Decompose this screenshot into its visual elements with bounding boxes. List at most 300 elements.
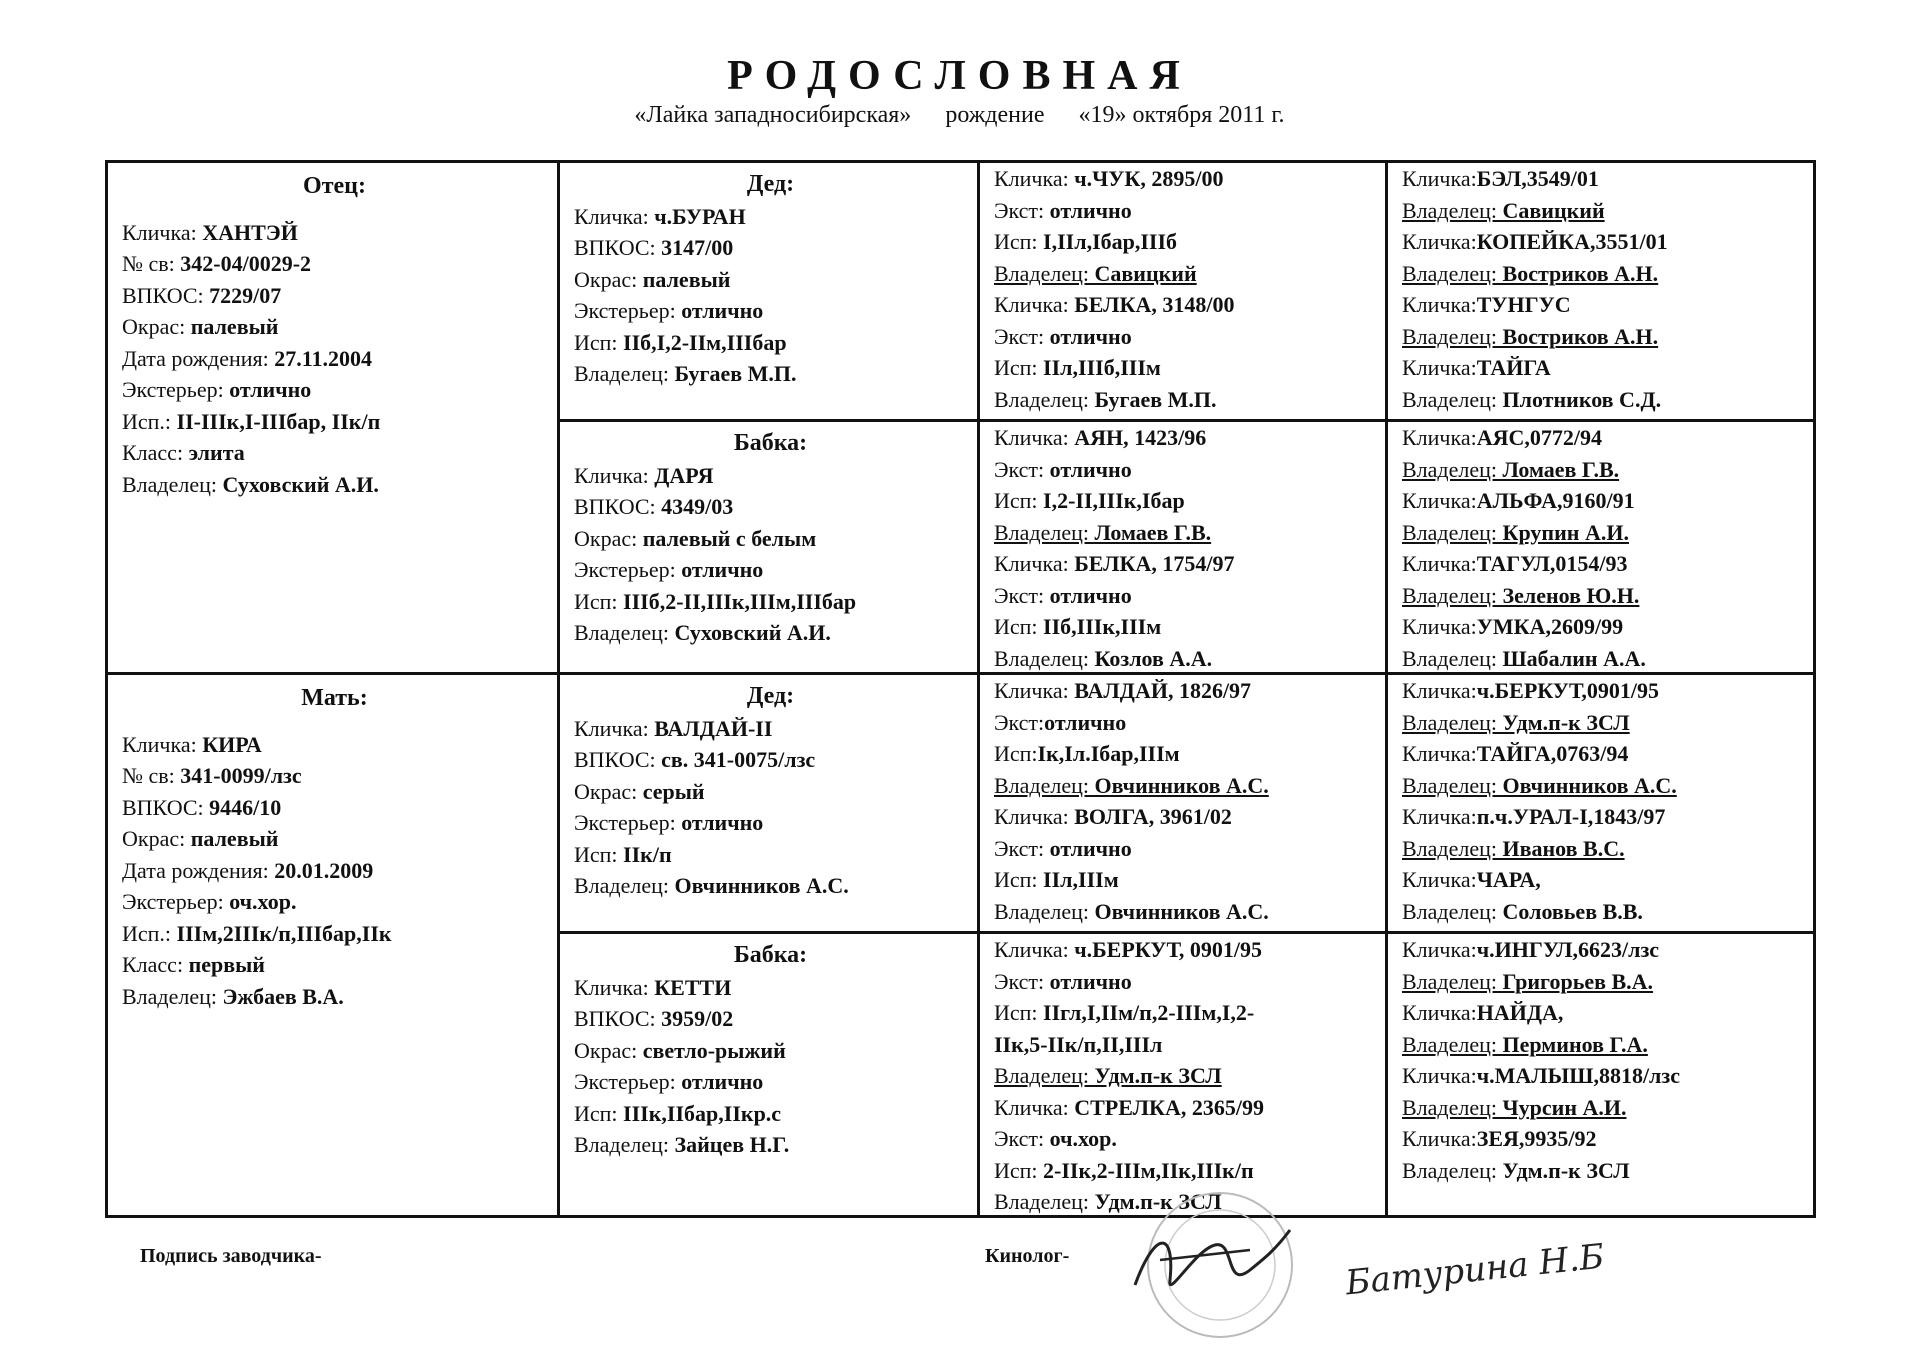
pedigree-line xyxy=(994,321,1375,353)
pedigree-line xyxy=(122,792,547,824)
breed-name: «Лайка западносибирская» xyxy=(634,102,912,128)
field-value: Эжбаев В.А. xyxy=(222,983,344,1009)
field-label: Владелец: xyxy=(1402,260,1503,286)
field-label: Кличка: xyxy=(1402,678,1477,703)
field-value: IIк,5-IIк/п,II,IIIл xyxy=(994,1031,1163,1057)
field-label: Кличка: xyxy=(574,715,655,741)
field-label: Кличка: xyxy=(1402,355,1477,380)
field-label: Кличка: xyxy=(1402,867,1477,892)
great-great-grandparents-cell xyxy=(1388,163,1813,419)
field-value: ч.БЕРКУТ,0901/95 xyxy=(1476,678,1660,703)
great-great-grandparents-cell xyxy=(1388,934,1813,1215)
pedigree-line xyxy=(994,258,1375,290)
pedigree-line xyxy=(1402,643,1803,673)
pedigree-line xyxy=(1402,675,1803,707)
field-label: № св: xyxy=(122,763,181,788)
field-label: Экст: xyxy=(994,709,1045,735)
field-value: отлично xyxy=(1049,197,1132,223)
field-value: IIл,IIIм xyxy=(1043,867,1119,892)
cell-heading: Бабка: xyxy=(733,430,808,456)
pedigree-line xyxy=(574,1129,967,1161)
field-value: IIIб,2-II,IIIк,IIIм,IIIбар xyxy=(623,588,857,614)
field-value: Суховский А.И. xyxy=(222,471,379,497)
field-label: Исп: xyxy=(994,614,1044,639)
field-value: Зеленов Ю.Н. xyxy=(1502,582,1640,608)
field-value: ТАГУЛ,0154/93 xyxy=(1476,551,1628,576)
field-value: КОПЕЙКА,3551/01 xyxy=(1476,229,1668,254)
field-value: 7229/07 xyxy=(209,282,282,308)
pedigree-line xyxy=(574,264,967,296)
field-value: 9446/10 xyxy=(209,794,282,820)
field-label: Экст: xyxy=(994,835,1050,861)
pedigree-line xyxy=(1402,896,1803,928)
pedigree-line xyxy=(122,248,547,280)
field-value: Чурсин А.И. xyxy=(1502,1094,1627,1120)
field-label: Владелец: xyxy=(574,1132,675,1157)
pedigree-line xyxy=(574,232,967,264)
field-value: АЯС,0772/94 xyxy=(1476,425,1603,450)
field-label: Окрас: xyxy=(574,1037,643,1063)
field-value: отлично xyxy=(1044,709,1127,735)
field-value: НАЙДА, xyxy=(1476,1000,1564,1025)
field-value: КИРА xyxy=(202,731,262,757)
pedigree-line xyxy=(574,460,967,492)
pedigree-line xyxy=(994,864,1375,896)
pedigree-line xyxy=(1402,485,1803,517)
field-label: Класс: xyxy=(122,440,189,465)
field-label: Владелец: xyxy=(1402,772,1503,798)
birth-date: «19» октября 2011 г. xyxy=(1078,102,1285,128)
field-value: Востриков А.Н. xyxy=(1502,323,1659,349)
field-label: Окрас: xyxy=(574,778,643,804)
pedigree-line xyxy=(994,833,1375,865)
field-label: Кличка: xyxy=(994,1094,1075,1120)
pedigree-line xyxy=(994,289,1375,321)
field-label: Владелец: xyxy=(122,983,223,1009)
field-label: Кличка: xyxy=(1402,804,1477,829)
field-value: отлично xyxy=(1049,968,1132,994)
field-label: Владелец: xyxy=(1402,1157,1503,1183)
field-label: Кличка: xyxy=(994,166,1075,191)
field-value: 341-0099/лзс xyxy=(180,763,302,788)
field-value: Востриков А.Н. xyxy=(1502,260,1659,286)
field-label: Кличка: xyxy=(122,219,203,245)
field-label: Дата рождения: xyxy=(122,857,275,883)
field-value: ЧАРА, xyxy=(1476,867,1541,892)
field-label: Экстерьер: xyxy=(574,298,682,323)
field-label: Владелец: xyxy=(574,620,675,645)
pedigree-line xyxy=(994,643,1375,673)
pedigree-line xyxy=(994,738,1375,770)
pedigree-line xyxy=(574,870,967,902)
field-label: Исп: xyxy=(574,1100,624,1126)
field-label: Владелец: xyxy=(994,1189,1095,1214)
pedigree-line xyxy=(994,770,1375,802)
field-label: Кличка: xyxy=(994,678,1075,703)
field-value: элита xyxy=(188,440,245,465)
field-value: отлично xyxy=(681,557,764,582)
field-value: Удм.п-к ЗСЛ xyxy=(1094,1063,1222,1088)
field-value: IIIк,IIбар,IIкр.с xyxy=(623,1100,782,1126)
field-label: Экстерьер: xyxy=(122,377,230,402)
cell-heading: Мать: xyxy=(301,685,368,711)
field-value: Савицкий xyxy=(1094,260,1197,286)
pedigree-line xyxy=(1402,770,1803,802)
pedigree-line xyxy=(1402,1092,1803,1124)
field-value: БЭЛ,3549/01 xyxy=(1476,166,1599,191)
pedigree-line xyxy=(1402,352,1803,384)
field-label: Экст: xyxy=(994,197,1050,223)
field-value: Плотников С.Д. xyxy=(1502,386,1662,412)
field-label: Дата рождения: xyxy=(122,345,275,371)
field-label: Владелец: xyxy=(1402,1031,1503,1057)
field-label: Экст: xyxy=(994,968,1050,994)
mother-cell xyxy=(108,675,557,1215)
field-value: IIгл,I,IIм/п,2-IIIм,I,2- xyxy=(1043,1000,1255,1025)
field-value: палевый xyxy=(642,266,731,292)
pedigree-line xyxy=(1402,997,1803,1029)
field-label: Кличка: xyxy=(994,937,1075,962)
field-label: Кличка: xyxy=(1402,166,1477,191)
pedigree-line xyxy=(122,855,547,887)
pedigree-line xyxy=(994,707,1375,739)
cell-heading: Отец: xyxy=(303,173,366,199)
cell-heading: Бабка: xyxy=(733,942,808,968)
field-label: Владелец: xyxy=(574,873,675,898)
field-label: Исп: xyxy=(994,867,1044,892)
field-label: Окрас: xyxy=(574,266,643,292)
field-label: Владелец: xyxy=(1402,968,1503,994)
field-label: Кличка: xyxy=(1402,614,1477,639)
field-value: БЕЛКА, 1754/97 xyxy=(1074,551,1235,576)
field-label: Экст: xyxy=(994,323,1050,349)
pedigree-line xyxy=(1402,454,1803,486)
pedigree-line xyxy=(574,358,967,390)
field-label: Владелец: xyxy=(1402,898,1503,924)
great-grandparents-cell xyxy=(980,675,1385,931)
field-label: Исп: xyxy=(574,588,624,614)
cell-heading: Дед: xyxy=(746,683,795,709)
pedigree-line xyxy=(994,226,1375,258)
field-value: св. 341-0075/лзс xyxy=(661,747,816,772)
field-label: Владелец: xyxy=(1402,519,1503,545)
field-value: отлично xyxy=(681,1069,764,1094)
field-value: Крупин А.И. xyxy=(1502,519,1629,545)
field-value: ч.ЧУК, 2895/00 xyxy=(1074,166,1224,191)
field-label: Класс: xyxy=(122,952,189,977)
pedigree-line xyxy=(994,1155,1375,1187)
field-value: ВАЛДАЙ, 1826/97 xyxy=(1074,678,1252,703)
pedigree-line xyxy=(994,997,1375,1029)
field-label: Владелец: xyxy=(994,645,1095,671)
field-label: Исп: xyxy=(994,355,1044,380)
field-label: Экст: xyxy=(994,456,1050,482)
field-label: ВПКОС: xyxy=(574,235,662,260)
field-label: Исп.: xyxy=(122,408,177,434)
field-value: палевый xyxy=(190,826,279,851)
great-grandparents-cell xyxy=(980,163,1385,419)
pedigree-line xyxy=(122,981,547,1013)
pedigree-line xyxy=(1402,707,1803,739)
great-grandparents-cell xyxy=(980,934,1385,1215)
field-value: IIб,I,2-IIм,IIIбар xyxy=(623,329,787,355)
pedigree-line xyxy=(994,163,1375,195)
pedigree-line xyxy=(994,896,1375,928)
field-value: ВОЛГА, 3961/02 xyxy=(1074,804,1232,829)
field-value: АЛЬФА,9160/91 xyxy=(1476,488,1635,513)
field-label: Исп.: xyxy=(122,920,177,946)
field-label: Владелец: xyxy=(1402,835,1503,861)
pedigree-line xyxy=(122,886,547,918)
field-value: ч.ИНГУЛ,6623/лзс xyxy=(1476,937,1660,962)
field-value: ч.БЕРКУТ, 0901/95 xyxy=(1074,937,1263,962)
pedigree-line xyxy=(122,729,547,761)
field-value: Бугаев М.П. xyxy=(674,361,797,386)
field-label: Кличка: xyxy=(1402,229,1477,254)
birth-label: рождение xyxy=(945,102,1045,128)
field-label: Экстерьер: xyxy=(574,810,682,835)
field-value: оч.хор. xyxy=(229,889,297,914)
father-cell xyxy=(108,163,557,672)
field-label: Кличка: xyxy=(574,974,655,1000)
field-value: отлично xyxy=(681,298,764,323)
pedigree-line xyxy=(122,217,547,249)
pedigree-line xyxy=(122,469,547,501)
pedigree-line xyxy=(1402,384,1803,416)
field-label: Исп: xyxy=(574,329,624,355)
pedigree-line xyxy=(122,406,547,438)
pedigree-line xyxy=(1402,195,1803,227)
pedigree-line xyxy=(122,374,547,406)
field-label: Владелец: xyxy=(574,361,675,386)
field-label: Исп: xyxy=(574,841,624,867)
field-label: Экст: xyxy=(994,582,1050,608)
pedigree-line xyxy=(574,1003,967,1035)
pedigree-line xyxy=(994,580,1375,612)
field-value: палевый с белым xyxy=(642,525,817,551)
field-value: 3147/00 xyxy=(661,235,734,260)
field-value: 2-IIк,2-IIIм,IIк,IIIк/п xyxy=(1043,1157,1254,1183)
field-value: Козлов А.А. xyxy=(1094,645,1213,671)
pedigree-line xyxy=(574,523,967,555)
field-value: Iк,Iл.Iбар,IIIм xyxy=(1037,741,1180,766)
field-value: п.ч.УРАЛ-I,1843/97 xyxy=(1476,804,1666,829)
pedigree-line xyxy=(1402,422,1803,454)
field-label: Владелец: xyxy=(1402,323,1503,349)
pedigree-line xyxy=(574,491,967,523)
pedigree-line xyxy=(122,949,547,981)
cynologist-signature-label: Кинолог- xyxy=(985,1245,1070,1267)
pedigree-line xyxy=(574,713,967,745)
field-value: отлично xyxy=(1049,323,1132,349)
field-label: Кличка: xyxy=(1402,551,1477,576)
field-value: Соловьев В.В. xyxy=(1502,898,1643,924)
pedigree-table xyxy=(105,160,1816,1218)
pedigree-line xyxy=(994,611,1375,643)
field-label: Исп: xyxy=(994,488,1044,513)
field-label: Кличка: xyxy=(574,462,655,488)
field-label: Владелец: xyxy=(1402,456,1503,482)
pedigree-line xyxy=(574,807,967,839)
field-label: Владелец: xyxy=(122,471,223,497)
pedigree-line xyxy=(994,422,1375,454)
field-value: Удм.п-к ЗСЛ xyxy=(1502,709,1630,735)
field-value: Овчинников А.С. xyxy=(1502,772,1677,798)
pedigree-line xyxy=(574,327,967,359)
field-value: УМКА,2609/99 xyxy=(1476,614,1624,639)
field-value: 20.01.2009 xyxy=(274,857,374,883)
field-value: КЕТТИ xyxy=(654,974,732,1000)
pedigree-line xyxy=(994,454,1375,486)
field-value: отлично xyxy=(1049,835,1132,861)
field-label: Владелец: xyxy=(1402,645,1503,671)
pedigree-line xyxy=(994,1060,1375,1092)
field-label: Кличка: xyxy=(1402,1063,1477,1088)
field-label: Владелец: xyxy=(994,386,1095,412)
pedigree-line xyxy=(1402,289,1803,321)
field-label: Владелец: xyxy=(994,519,1095,545)
field-value: БЕЛКА, 3148/00 xyxy=(1074,292,1235,317)
pedigree-line xyxy=(1402,226,1803,258)
field-value: ДАРЯ xyxy=(654,462,714,488)
pedigree-line xyxy=(994,485,1375,517)
pedigree-line xyxy=(122,823,547,855)
field-label: Владелец: xyxy=(994,260,1095,286)
pedigree-line xyxy=(994,1092,1375,1124)
pedigree-line xyxy=(574,295,967,327)
field-value: IIл,IIIб,IIIм xyxy=(1043,355,1161,380)
pedigree-line xyxy=(994,384,1375,416)
field-value: IIб,IIIк,IIIм xyxy=(1043,614,1162,639)
pedigree-line xyxy=(1402,738,1803,770)
pedigree-line xyxy=(1402,1029,1803,1061)
field-label: ВПКОС: xyxy=(574,747,662,772)
document-title: РОДОСЛОВНАЯ xyxy=(727,53,1192,99)
pedigree-line xyxy=(122,343,547,375)
field-label: Кличка: xyxy=(1402,488,1477,513)
pedigree-line xyxy=(1402,580,1803,612)
pedigree-line xyxy=(994,675,1375,707)
pedigree-line xyxy=(1402,321,1803,353)
field-value: Удм.п-к ЗСЛ xyxy=(1502,1157,1630,1183)
pedigree-line xyxy=(994,801,1375,833)
field-value: отлично xyxy=(681,810,764,835)
field-label: Исп: xyxy=(994,741,1038,766)
pedigree-line xyxy=(122,280,547,312)
field-value: первый xyxy=(188,952,265,977)
field-value: IIк/п xyxy=(623,841,672,867)
field-label: Исп: xyxy=(994,1157,1044,1183)
maternal-grandfather-cell xyxy=(560,675,977,931)
pedigree-line xyxy=(122,760,547,792)
field-label: Экст: xyxy=(994,1126,1050,1151)
pedigree-line xyxy=(994,934,1375,966)
field-value: IIIм,2IIIк/п,IIIбар,IIк xyxy=(176,920,392,946)
signature-stamp xyxy=(1075,1190,1385,1340)
field-label: Кличка: xyxy=(994,292,1075,317)
field-label: Кличка: xyxy=(1402,1126,1477,1151)
field-label: Владелец: xyxy=(1402,1094,1503,1120)
pedigree-line xyxy=(994,352,1375,384)
field-value: СТРЕЛКА, 2365/99 xyxy=(1074,1094,1264,1120)
pedigree-line xyxy=(1402,517,1803,549)
pedigree-line xyxy=(1402,611,1803,643)
field-label: Владелец: xyxy=(994,772,1095,798)
field-label: Экстерьер: xyxy=(574,557,682,582)
field-value: оч.хор. xyxy=(1049,1126,1117,1151)
field-label: Владелец: xyxy=(1402,197,1503,223)
pedigree-line xyxy=(574,1035,967,1067)
field-label: ВПКОС: xyxy=(122,794,210,820)
pedigree-line xyxy=(994,1123,1375,1155)
pedigree-line xyxy=(994,517,1375,549)
field-label: Владелец: xyxy=(1402,386,1503,412)
pedigree-line xyxy=(1402,934,1803,966)
pedigree-line xyxy=(1402,1060,1803,1092)
pedigree-line xyxy=(122,437,547,469)
field-value: Бугаев М.П. xyxy=(1094,386,1217,412)
field-value: ЗЕЯ,9935/92 xyxy=(1476,1126,1597,1151)
field-label: Владелец: xyxy=(994,898,1095,924)
pedigree-line xyxy=(994,195,1375,227)
field-label: Кличка: xyxy=(1402,1000,1477,1025)
pedigree-line xyxy=(1402,833,1803,865)
field-value: 4349/03 xyxy=(661,494,734,519)
pedigree-line xyxy=(574,972,967,1004)
pedigree-line xyxy=(574,1066,967,1098)
field-value: 27.11.2004 xyxy=(274,345,373,371)
pedigree-line xyxy=(1402,1155,1803,1187)
field-label: Исп: xyxy=(994,1000,1044,1025)
pedigree-line xyxy=(574,617,967,649)
pedigree-line xyxy=(994,1029,1375,1061)
pedigree-line xyxy=(1402,548,1803,580)
field-value: Савицкий xyxy=(1502,197,1605,223)
field-value: ТАЙГА,0763/94 xyxy=(1476,741,1629,766)
field-label: Кличка: xyxy=(994,804,1075,829)
pedigree-line xyxy=(122,311,547,343)
pedigree-line xyxy=(1402,258,1803,290)
field-label: Исп: xyxy=(994,229,1044,254)
field-label: Кличка: xyxy=(1402,292,1477,317)
field-value: ТАЙГА xyxy=(1476,355,1551,380)
pedigree-line xyxy=(1402,163,1803,195)
pedigree-line xyxy=(574,776,967,808)
field-label: Экстерьер: xyxy=(574,1069,682,1094)
field-label: Кличка: xyxy=(1402,425,1477,450)
field-label: Владелец: xyxy=(994,1063,1095,1088)
pedigree-line xyxy=(994,548,1375,580)
field-label: Владелец: xyxy=(1402,582,1503,608)
pedigree-line xyxy=(574,744,967,776)
field-value: Иванов В.С. xyxy=(1502,835,1625,861)
signature-name: Батурина Н.Б xyxy=(1343,1236,1607,1304)
field-value: Зайцев Н.Г. xyxy=(674,1132,790,1157)
field-value: ч.БУРАН xyxy=(654,203,746,229)
pedigree-line xyxy=(574,201,967,233)
breeder-signature-label: Подпись заводчика- xyxy=(140,1245,322,1267)
field-value: Удм.п-к ЗСЛ xyxy=(1094,1189,1222,1214)
field-value: ВАЛДАЙ-II xyxy=(654,715,773,741)
field-label: № св: xyxy=(122,251,181,276)
field-value: АЯН, 1423/96 xyxy=(1074,425,1207,450)
pedigree-line xyxy=(1402,1123,1803,1155)
pedigree-line xyxy=(1402,864,1803,896)
field-value: Ломаев Г.В. xyxy=(1502,456,1620,482)
great-great-grandparents-cell xyxy=(1388,675,1813,931)
paternal-grandmother-cell xyxy=(560,422,977,672)
pedigree-line xyxy=(1402,801,1803,833)
